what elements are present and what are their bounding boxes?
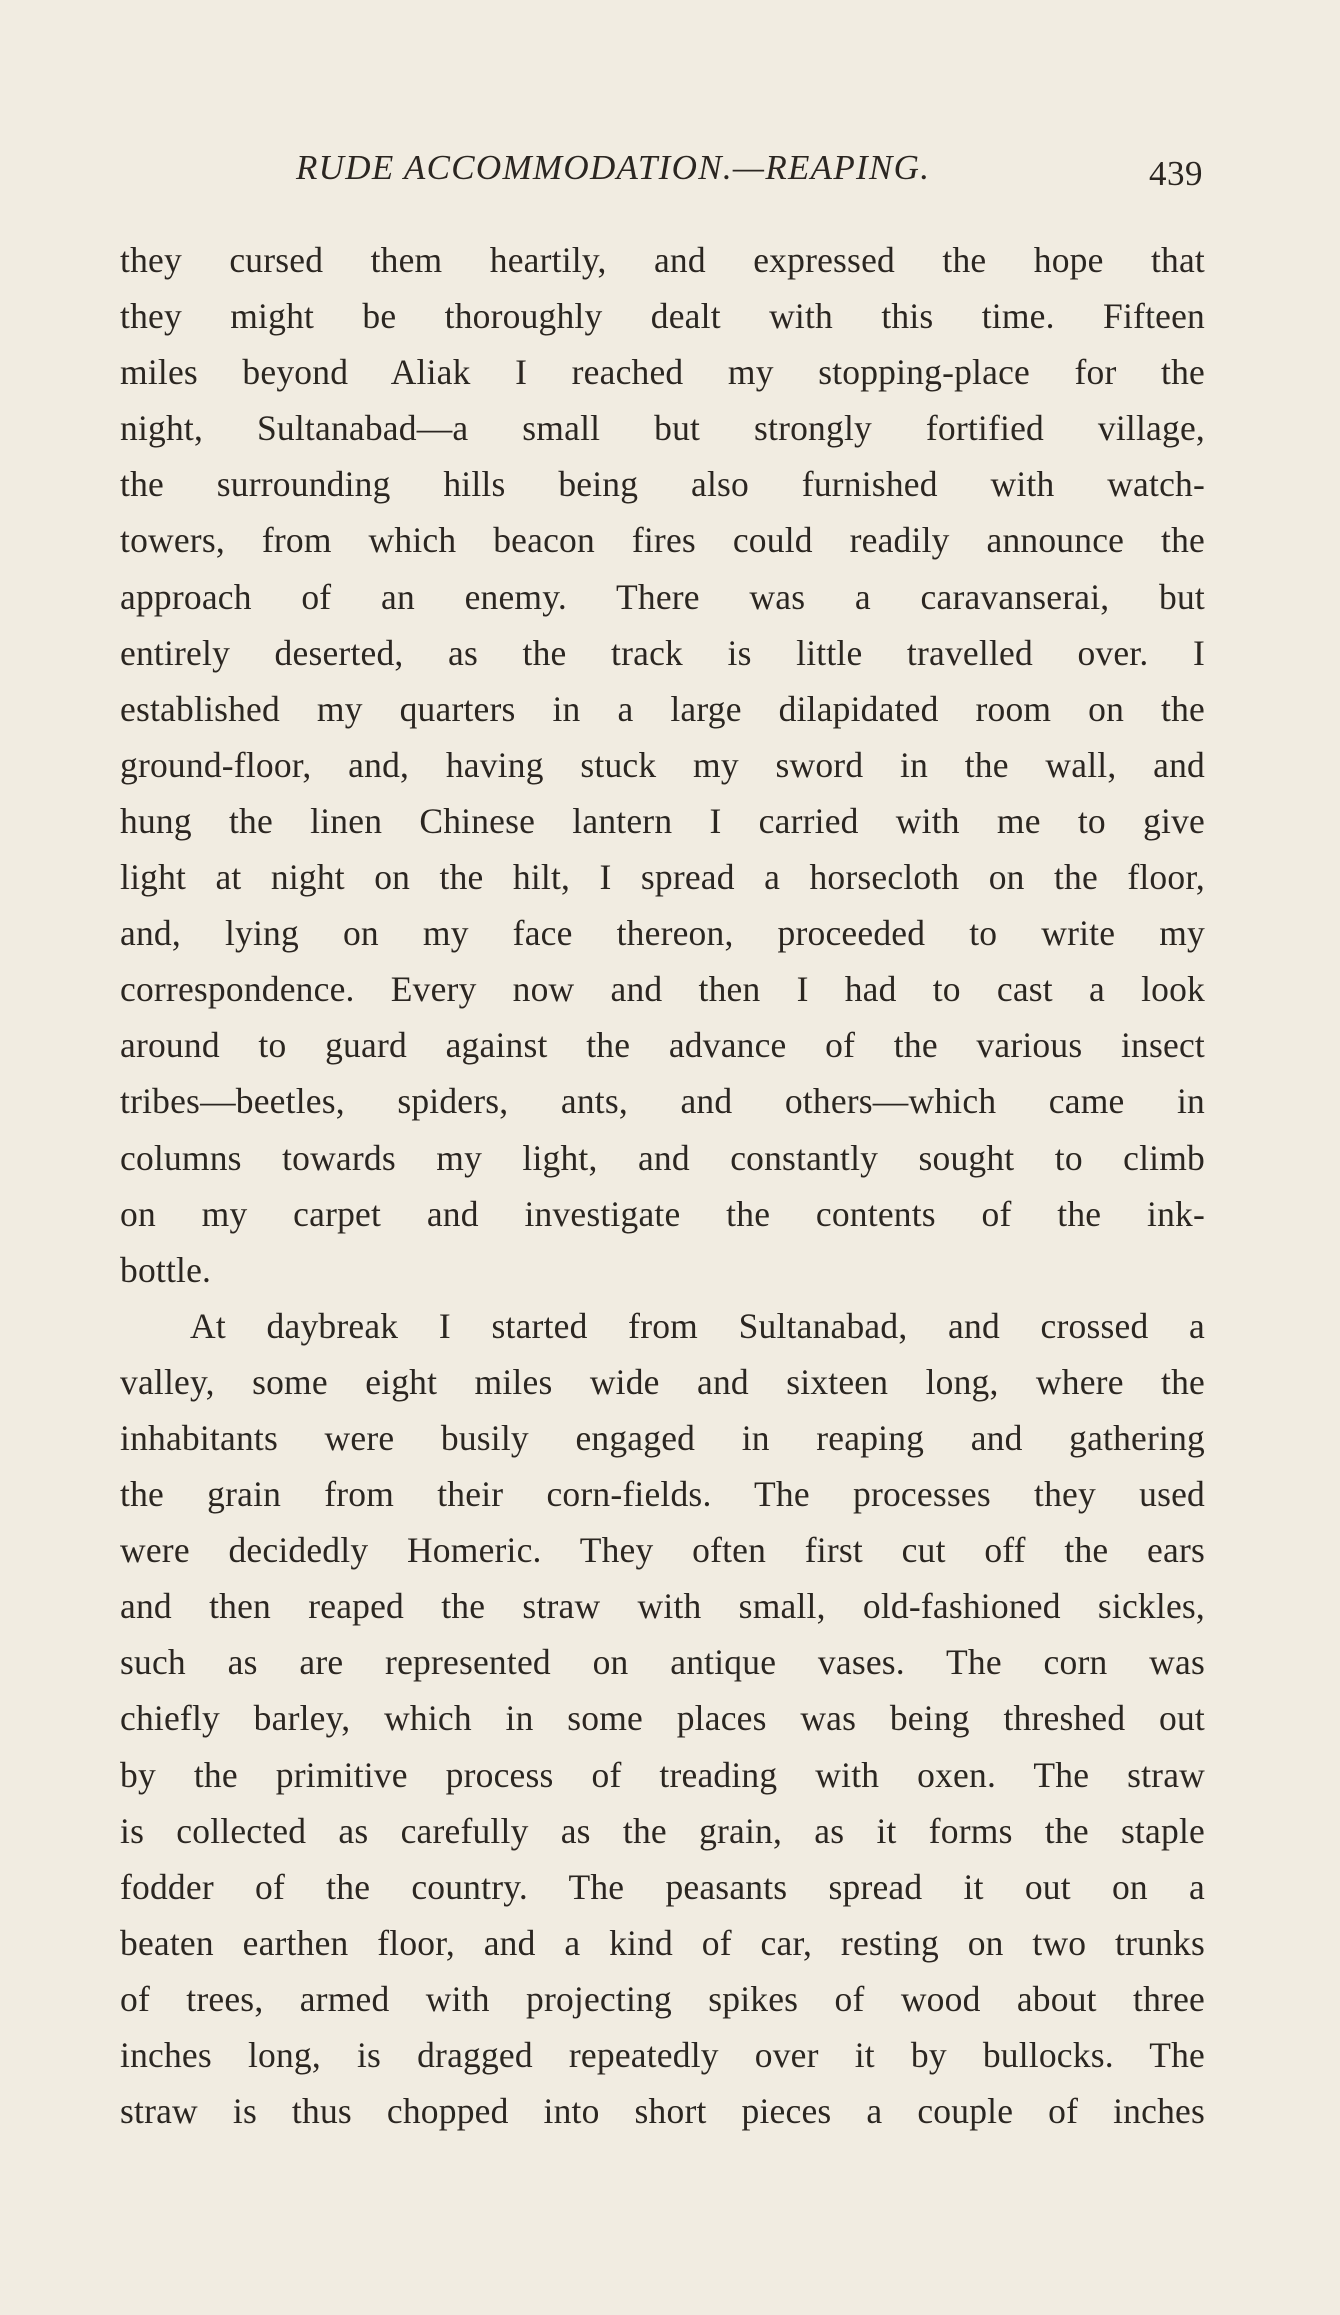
text-line: the grain from their corn-fields. The processes they used bbox=[120, 1474, 1205, 1515]
text-line: and, lying on my face thereon, proceeded to write my bbox=[120, 913, 1205, 954]
text-line: is collected as carefully as the grain, as it forms the staple bbox=[120, 1810, 1205, 1851]
text-line: columns towards my light, and constantly sought to climb bbox=[120, 1137, 1205, 1178]
text-line: bottle. bbox=[120, 1249, 212, 1290]
text-line: approach of an enemy. There was a caravanserai, but bbox=[120, 576, 1205, 617]
paragraph-2 bbox=[120, 1298, 1205, 2139]
text-line: ground-floor, and, having stuck my sword in the wall, and bbox=[120, 744, 1205, 785]
text-line: miles beyond Aliak I reached my stopping-place for the bbox=[120, 352, 1205, 393]
text-line: fodder of the country. The peasants spread it out on a bbox=[120, 1866, 1205, 1907]
text-line: of trees, armed with projecting spikes of wood about three bbox=[120, 1978, 1205, 2019]
text-line: such as are represented on antique vases. The corn was bbox=[120, 1642, 1205, 1683]
text-line: night, Sultanabad—a small but strongly fortified village, bbox=[120, 408, 1205, 449]
text-line: valley, some eight miles wide and sixteen long, where the bbox=[120, 1361, 1205, 1402]
text-line: light at night on the hilt, I spread a horsecloth on the floor, bbox=[120, 857, 1205, 898]
text-line: entirely deserted, as the track is little travelled over. I bbox=[120, 632, 1205, 673]
text-line: were decidedly Homeric. They often first cut off the ears bbox=[120, 1530, 1205, 1571]
text-line: inhabitants were busily engaged in reaping and gathering bbox=[120, 1417, 1205, 1458]
text-line: towers, from which beacon fires could readily announce the bbox=[120, 520, 1205, 561]
text-line: around to guard against the advance of the various insect bbox=[120, 1025, 1205, 1066]
text-line: chiefly barley, which in some places was being threshed out bbox=[120, 1698, 1205, 1739]
running-head bbox=[120, 146, 1205, 202]
text-line: beaten earthen floor, and a kind of car, resting on two trunks bbox=[120, 1922, 1205, 1963]
text-line: and then reaped the straw with small, old-fashioned sickles, bbox=[120, 1586, 1205, 1627]
text-line: At daybreak I started from Sultanabad, and crossed a bbox=[190, 1305, 1205, 1346]
body-text bbox=[120, 232, 1205, 2139]
text-line: they might be thoroughly dealt with this time. Fifteen bbox=[120, 296, 1205, 337]
text-line: by the primitive process of treading with oxen. The straw bbox=[120, 1754, 1205, 1795]
text-line: they cursed them heartily, and expressed the hope that bbox=[120, 240, 1205, 280]
text-line: on my carpet and investigate the contents of the ink- bbox=[120, 1193, 1205, 1234]
paragraph-1 bbox=[120, 232, 1205, 1298]
running-title: RUDE ACCOMMODATION.—REAPING. bbox=[296, 148, 931, 187]
page-number: 439 bbox=[1149, 154, 1203, 193]
text-line: established my quarters in a large dilapidated room on the bbox=[120, 688, 1205, 729]
text-line: tribes—beetles, spiders, ants, and others—which came in bbox=[120, 1081, 1205, 1122]
text-line: correspondence. Every now and then I had to cast a look bbox=[120, 969, 1205, 1010]
text-line: inches long, is dragged repeatedly over it by bullocks. The bbox=[120, 2035, 1205, 2075]
text-line: the surrounding hills being also furnished with watch- bbox=[120, 464, 1205, 505]
text-line: hung the linen Chinese lantern I carried with me to give bbox=[120, 800, 1205, 841]
text-line: straw is thus chopped into short pieces a couple of inches bbox=[120, 2091, 1205, 2132]
